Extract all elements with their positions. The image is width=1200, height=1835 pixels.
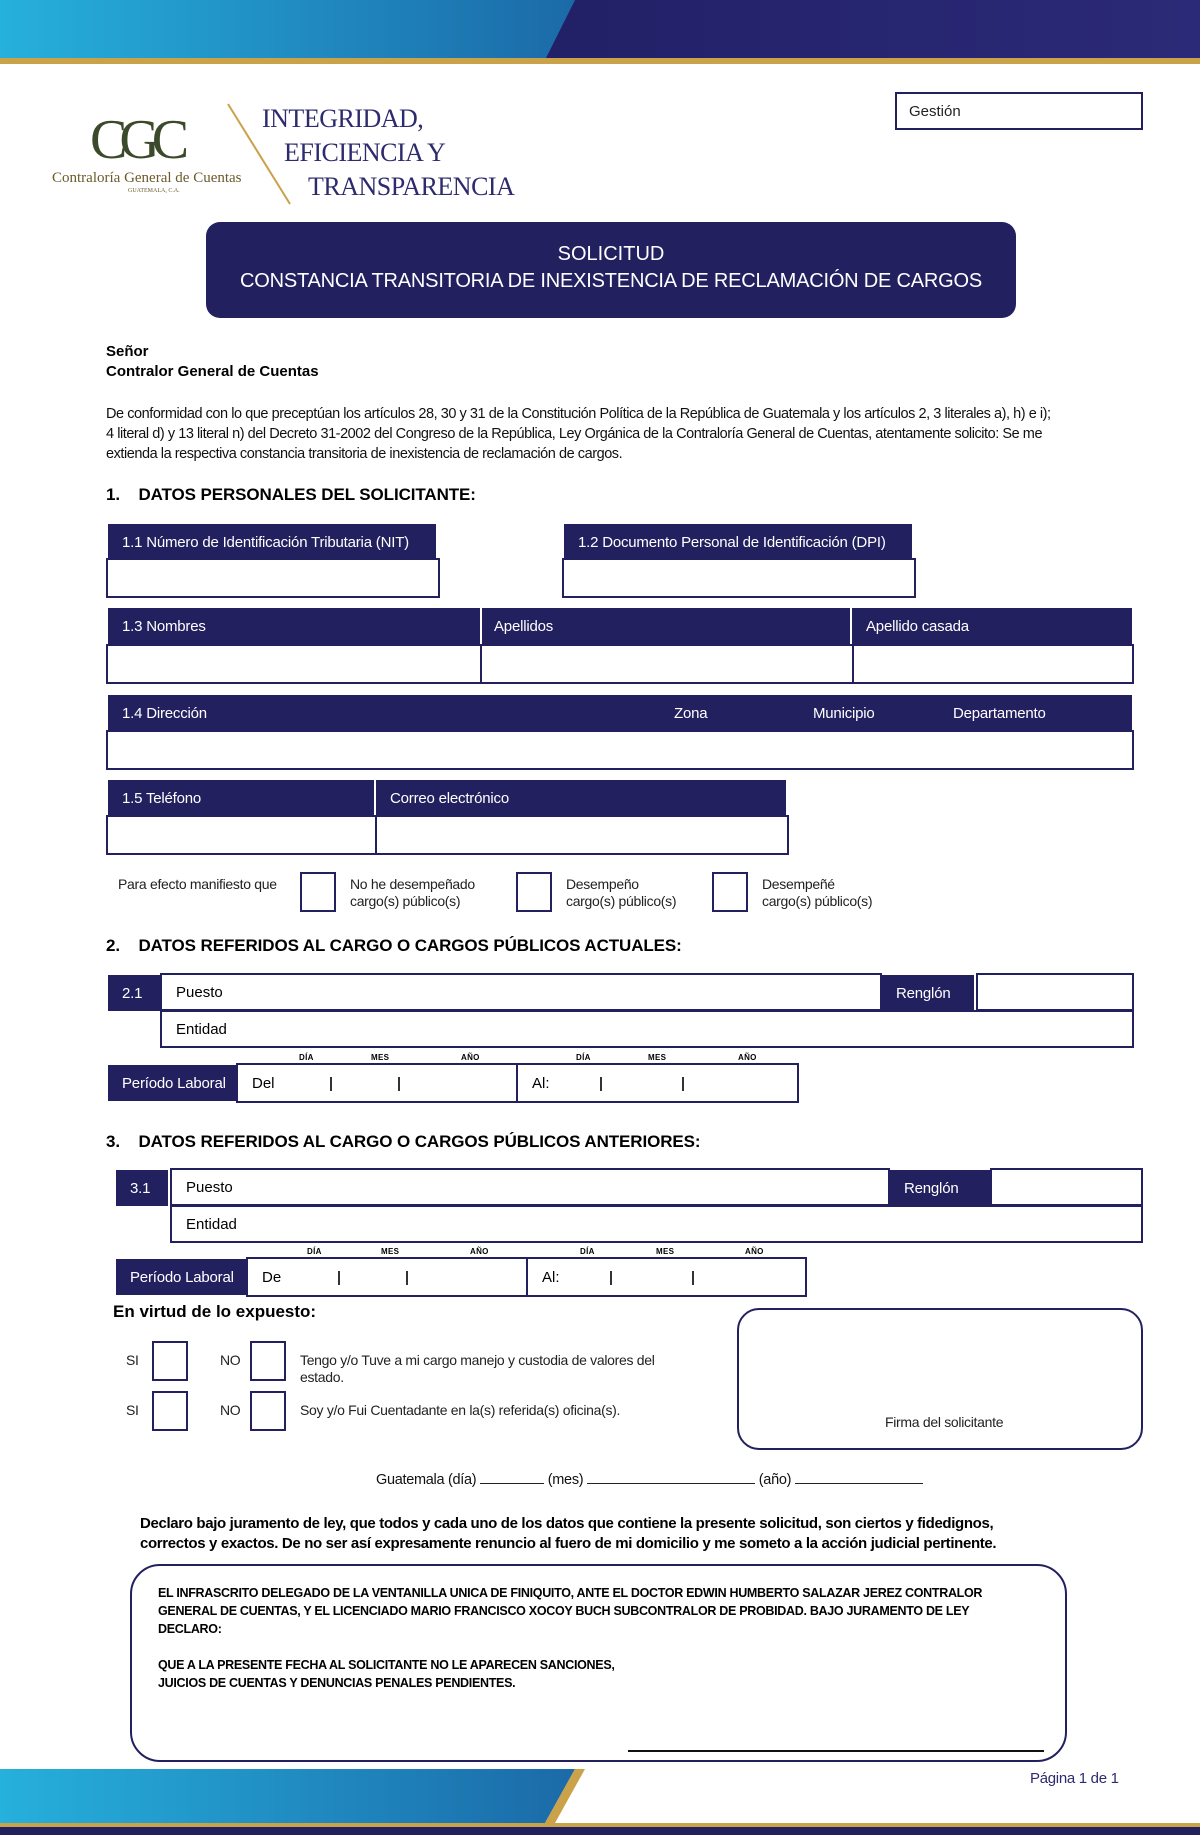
option-3-text	[762, 876, 872, 910]
contact-header	[108, 780, 786, 816]
entidad-2-label: Entidad	[176, 1020, 227, 1038]
address-header	[108, 695, 1132, 731]
delegate-signature-line	[628, 1750, 1044, 1752]
s2-al-dia-label: DÍA	[576, 1053, 591, 1062]
entidad-3-label: Entidad	[186, 1215, 237, 1233]
periodo-3-al-field[interactable]	[526, 1257, 807, 1297]
apellido-casada-input[interactable]	[852, 644, 1134, 684]
periodo-2-al-label: Al:	[532, 1074, 550, 1092]
q1-text	[300, 1352, 655, 1386]
telefono-label: 1.5 Teléfono	[122, 789, 202, 807]
motto-line-3: TRANSPARENCIA	[308, 172, 515, 201]
names-divider-1	[480, 608, 482, 644]
title-line-2: CONSTANCIA TRANSITORIA DE INEXISTENCIA DE RECLAMACIÓN DE CARGOS	[240, 270, 982, 292]
gestion-field[interactable]	[895, 92, 1143, 130]
option-2-text	[566, 876, 676, 910]
date-month-blank[interactable]	[587, 1483, 755, 1484]
q2-si-checkbox[interactable]	[152, 1391, 188, 1431]
option-1-text	[350, 876, 475, 910]
declaration-line-2: correctos y exactos. De no ser así expresamente renuncio al fuero de mi domicilio y me someto a la acción judicial pertinente.	[140, 1535, 997, 1552]
q1-line-1: Tengo y/o Tuve a mi cargo manejo y custodia de valores del	[300, 1352, 655, 1368]
periodo-2-del-label: Del	[252, 1074, 275, 1092]
dpi-header: 1.2 Documento Personal de Identificación (DPI)	[564, 524, 912, 560]
title-line-1: SOLICITUD	[557, 243, 665, 265]
q1-line-2: estado.	[300, 1369, 344, 1385]
renglon-3-label: Renglón	[890, 1170, 992, 1206]
departamento-label: Departamento	[953, 704, 1046, 722]
section-2-number: 2.1	[108, 975, 160, 1011]
names-header	[108, 608, 1132, 644]
direccion-label: 1.4 Dirección	[122, 704, 207, 722]
top-banner	[0, 0, 1200, 66]
apellido-casada-label: Apellido casada	[866, 617, 969, 635]
salutation-line-1: Señor	[106, 343, 149, 360]
manifiesto-label: Para efecto manifiesto que	[118, 876, 277, 892]
q1-no-checkbox[interactable]	[250, 1341, 286, 1381]
date-separator	[682, 1077, 684, 1091]
title-banner	[206, 222, 1016, 318]
option-2-line-2: cargo(s) público(s)	[566, 893, 677, 909]
correo-label: Correo electrónico	[390, 789, 509, 807]
renglon-2-label: Renglón	[882, 975, 974, 1011]
virtud-title: En virtud de lo expuesto:	[113, 1302, 317, 1321]
logo-name: Contraloría General de Cuentas	[52, 170, 242, 186]
date-year-label: (año)	[758, 1472, 792, 1488]
contact-divider	[374, 780, 376, 816]
q2-text: Soy y/o Fui Cuentadante en la(s) referida(s) oficina(s).	[300, 1402, 621, 1418]
periodo-3-label: Período Laboral	[116, 1259, 246, 1295]
delegate-text	[158, 1584, 982, 1692]
motto-line-2: EFICIENCIA Y	[284, 138, 446, 167]
zona-label: Zona	[674, 704, 708, 722]
date-separator	[600, 1077, 602, 1091]
delegate-line-4: QUE A LA PRESENTE FECHA AL SOLICITANTE NO LE APARECEN SANCIONES,	[158, 1658, 615, 1672]
s3-del-anio-label: AÑO	[470, 1247, 489, 1256]
checkbox-no-he-desempenado[interactable]	[300, 872, 336, 912]
motto	[262, 102, 514, 204]
s2-del-anio-label: AÑO	[461, 1053, 480, 1062]
page-number: Página 1 de 1	[1030, 1770, 1119, 1787]
delegate-line-3: DECLARO:	[158, 1622, 222, 1636]
signature-box[interactable]	[737, 1308, 1143, 1450]
s3-del-dia-label: DÍA	[307, 1247, 322, 1256]
delegate-line-1: EL INFRASCRITO DELEGADO DE LA VENTANILLA UNICA DE FINIQUITO, ANTE EL DOCTOR EDWIN HUMBERTO SALAZAR JEREZ CONTRALOR	[158, 1586, 983, 1600]
date-line	[376, 1472, 923, 1488]
nombres-input[interactable]	[106, 644, 482, 684]
s2-al-mes-label: MES	[648, 1053, 667, 1062]
apellidos-input[interactable]	[480, 644, 854, 684]
nombres-label: 1.3 Nombres	[122, 617, 206, 635]
apellidos-label: Apellidos	[494, 617, 554, 635]
date-separator	[406, 1271, 408, 1285]
telefono-input[interactable]	[106, 815, 377, 855]
date-city-label: Guatemala (día)	[376, 1472, 477, 1488]
q2-si-label: SI	[126, 1402, 139, 1418]
top-banner-graphic	[0, 0, 1200, 66]
s3-al-anio-label: AÑO	[745, 1247, 764, 1256]
logo-monogram: CGC	[90, 109, 182, 171]
logo-place: GUATEMALA, C.A.	[128, 188, 180, 194]
bottom-banner-graphic	[0, 1765, 1200, 1835]
q2-no-label: NO	[220, 1402, 241, 1418]
date-separator	[692, 1271, 694, 1285]
q1-si-label: SI	[126, 1352, 139, 1368]
delegate-box	[130, 1564, 1067, 1762]
date-separator	[398, 1077, 400, 1091]
periodo-3-del-label: De	[262, 1268, 282, 1286]
date-month-label: (mes)	[547, 1472, 584, 1488]
renglon-2-input[interactable]	[976, 973, 1134, 1011]
intro-line-3: extienda la respectiva constancia transitoria de inexistencia de reclamación de cargos.	[106, 446, 623, 462]
date-separator	[330, 1077, 332, 1091]
intro-line-2: 4 literal d) y 13 literal n) del Decreto 31-2002 del Congreso de la República, Ley Orgánica de la Contraloría General de Cuentas, atentamente solicito: Se me	[106, 426, 1043, 442]
q1-si-checkbox[interactable]	[152, 1341, 188, 1381]
q2-no-checkbox[interactable]	[250, 1391, 286, 1431]
delegate-line-5: JUICIOS DE CUENTAS Y DENUNCIAS PENALES PENDIENTES.	[158, 1676, 516, 1690]
periodo-3-del-field[interactable]	[246, 1257, 528, 1297]
section-3-number: 3.1	[116, 1170, 168, 1206]
s3-del-mes-label: MES	[381, 1247, 400, 1256]
puesto-3-field[interactable]	[170, 1168, 890, 1206]
correo-input[interactable]	[375, 815, 789, 855]
date-day-blank[interactable]	[480, 1483, 544, 1484]
date-year-blank[interactable]	[795, 1483, 923, 1484]
nit-header: 1.1 Número de Identificación Tributaria (NIT)	[108, 524, 436, 560]
date-separator	[338, 1271, 340, 1285]
nit-input[interactable]	[106, 558, 440, 598]
s3-al-dia-label: DÍA	[580, 1247, 595, 1256]
signature-label: Firma del solicitante	[885, 1414, 1004, 1430]
intro-line-1: De conformidad con lo que preceptúan los artículos 28, 30 y 31 de la Constitución Política de la República de Guatemala y los artículos 2, 3 literales a), h) e i);	[106, 406, 1051, 422]
intro-paragraph	[106, 404, 1146, 464]
salutation	[106, 342, 319, 382]
puesto-2-label: Puesto	[176, 983, 223, 1001]
checkbox-desempeno[interactable]	[516, 872, 552, 912]
declaration	[140, 1514, 996, 1554]
section-3-title: 3. DATOS REFERIDOS AL CARGO O CARGOS PÚBLICOS ANTERIORES:	[106, 1132, 701, 1151]
option-2-line-1: Desempeño	[566, 876, 639, 892]
periodo-2-al-field[interactable]	[516, 1063, 799, 1103]
option-3-line-2: cargo(s) público(s)	[762, 893, 873, 909]
section-1-title: 1. DATOS PERSONALES DEL SOLICITANTE:	[106, 485, 476, 504]
s2-al-anio-label: AÑO	[738, 1053, 757, 1062]
q1-no-label: NO	[220, 1352, 241, 1368]
puesto-3-label: Puesto	[186, 1178, 233, 1196]
bottom-banner	[0, 1765, 1200, 1835]
s3-al-mes-label: MES	[656, 1247, 675, 1256]
option-3-line-1: Desempeñé	[762, 876, 835, 892]
s2-del-mes-label: MES	[371, 1053, 390, 1062]
periodo-3-al-label: Al:	[542, 1268, 560, 1286]
checkbox-desempene[interactable]	[712, 872, 748, 912]
municipio-label: Municipio	[813, 704, 875, 722]
motto-line-1: INTEGRIDAD,	[262, 104, 424, 133]
names-divider-2	[850, 608, 852, 644]
renglon-3-input[interactable]	[990, 1168, 1143, 1206]
salutation-line-2: Contralor General de Cuentas	[106, 363, 319, 380]
option-1-line-2: cargo(s) público(s)	[350, 893, 461, 909]
direccion-input[interactable]	[106, 730, 1134, 770]
dpi-input[interactable]	[562, 558, 916, 598]
option-1-line-1: No he desempeñado	[350, 876, 475, 892]
periodo-2-del-field[interactable]	[236, 1063, 518, 1103]
gestion-label: Gestión	[909, 102, 961, 120]
declaration-line-1: Declaro bajo juramento de ley, que todos y cada uno de los datos que contiene la presente solicitud, son ciertos y fidedignos,	[140, 1515, 994, 1532]
entidad-3-field[interactable]	[170, 1205, 1143, 1243]
entidad-2-field[interactable]	[160, 1010, 1134, 1048]
s2-del-dia-label: DÍA	[299, 1053, 314, 1062]
section-2-title: 2. DATOS REFERIDOS AL CARGO O CARGOS PÚBLICOS ACTUALES:	[106, 936, 682, 955]
date-separator	[610, 1271, 612, 1285]
delegate-line-2: GENERAL DE CUENTAS, Y EL LICENCIADO MARIO FRANCISCO XOCOY BUCH SUBCONTRALOR DE PROBIDAD. BAJO JURAMENTO DE LEY	[158, 1604, 970, 1618]
periodo-2-label: Período Laboral	[108, 1065, 236, 1101]
puesto-2-field[interactable]	[160, 973, 882, 1011]
